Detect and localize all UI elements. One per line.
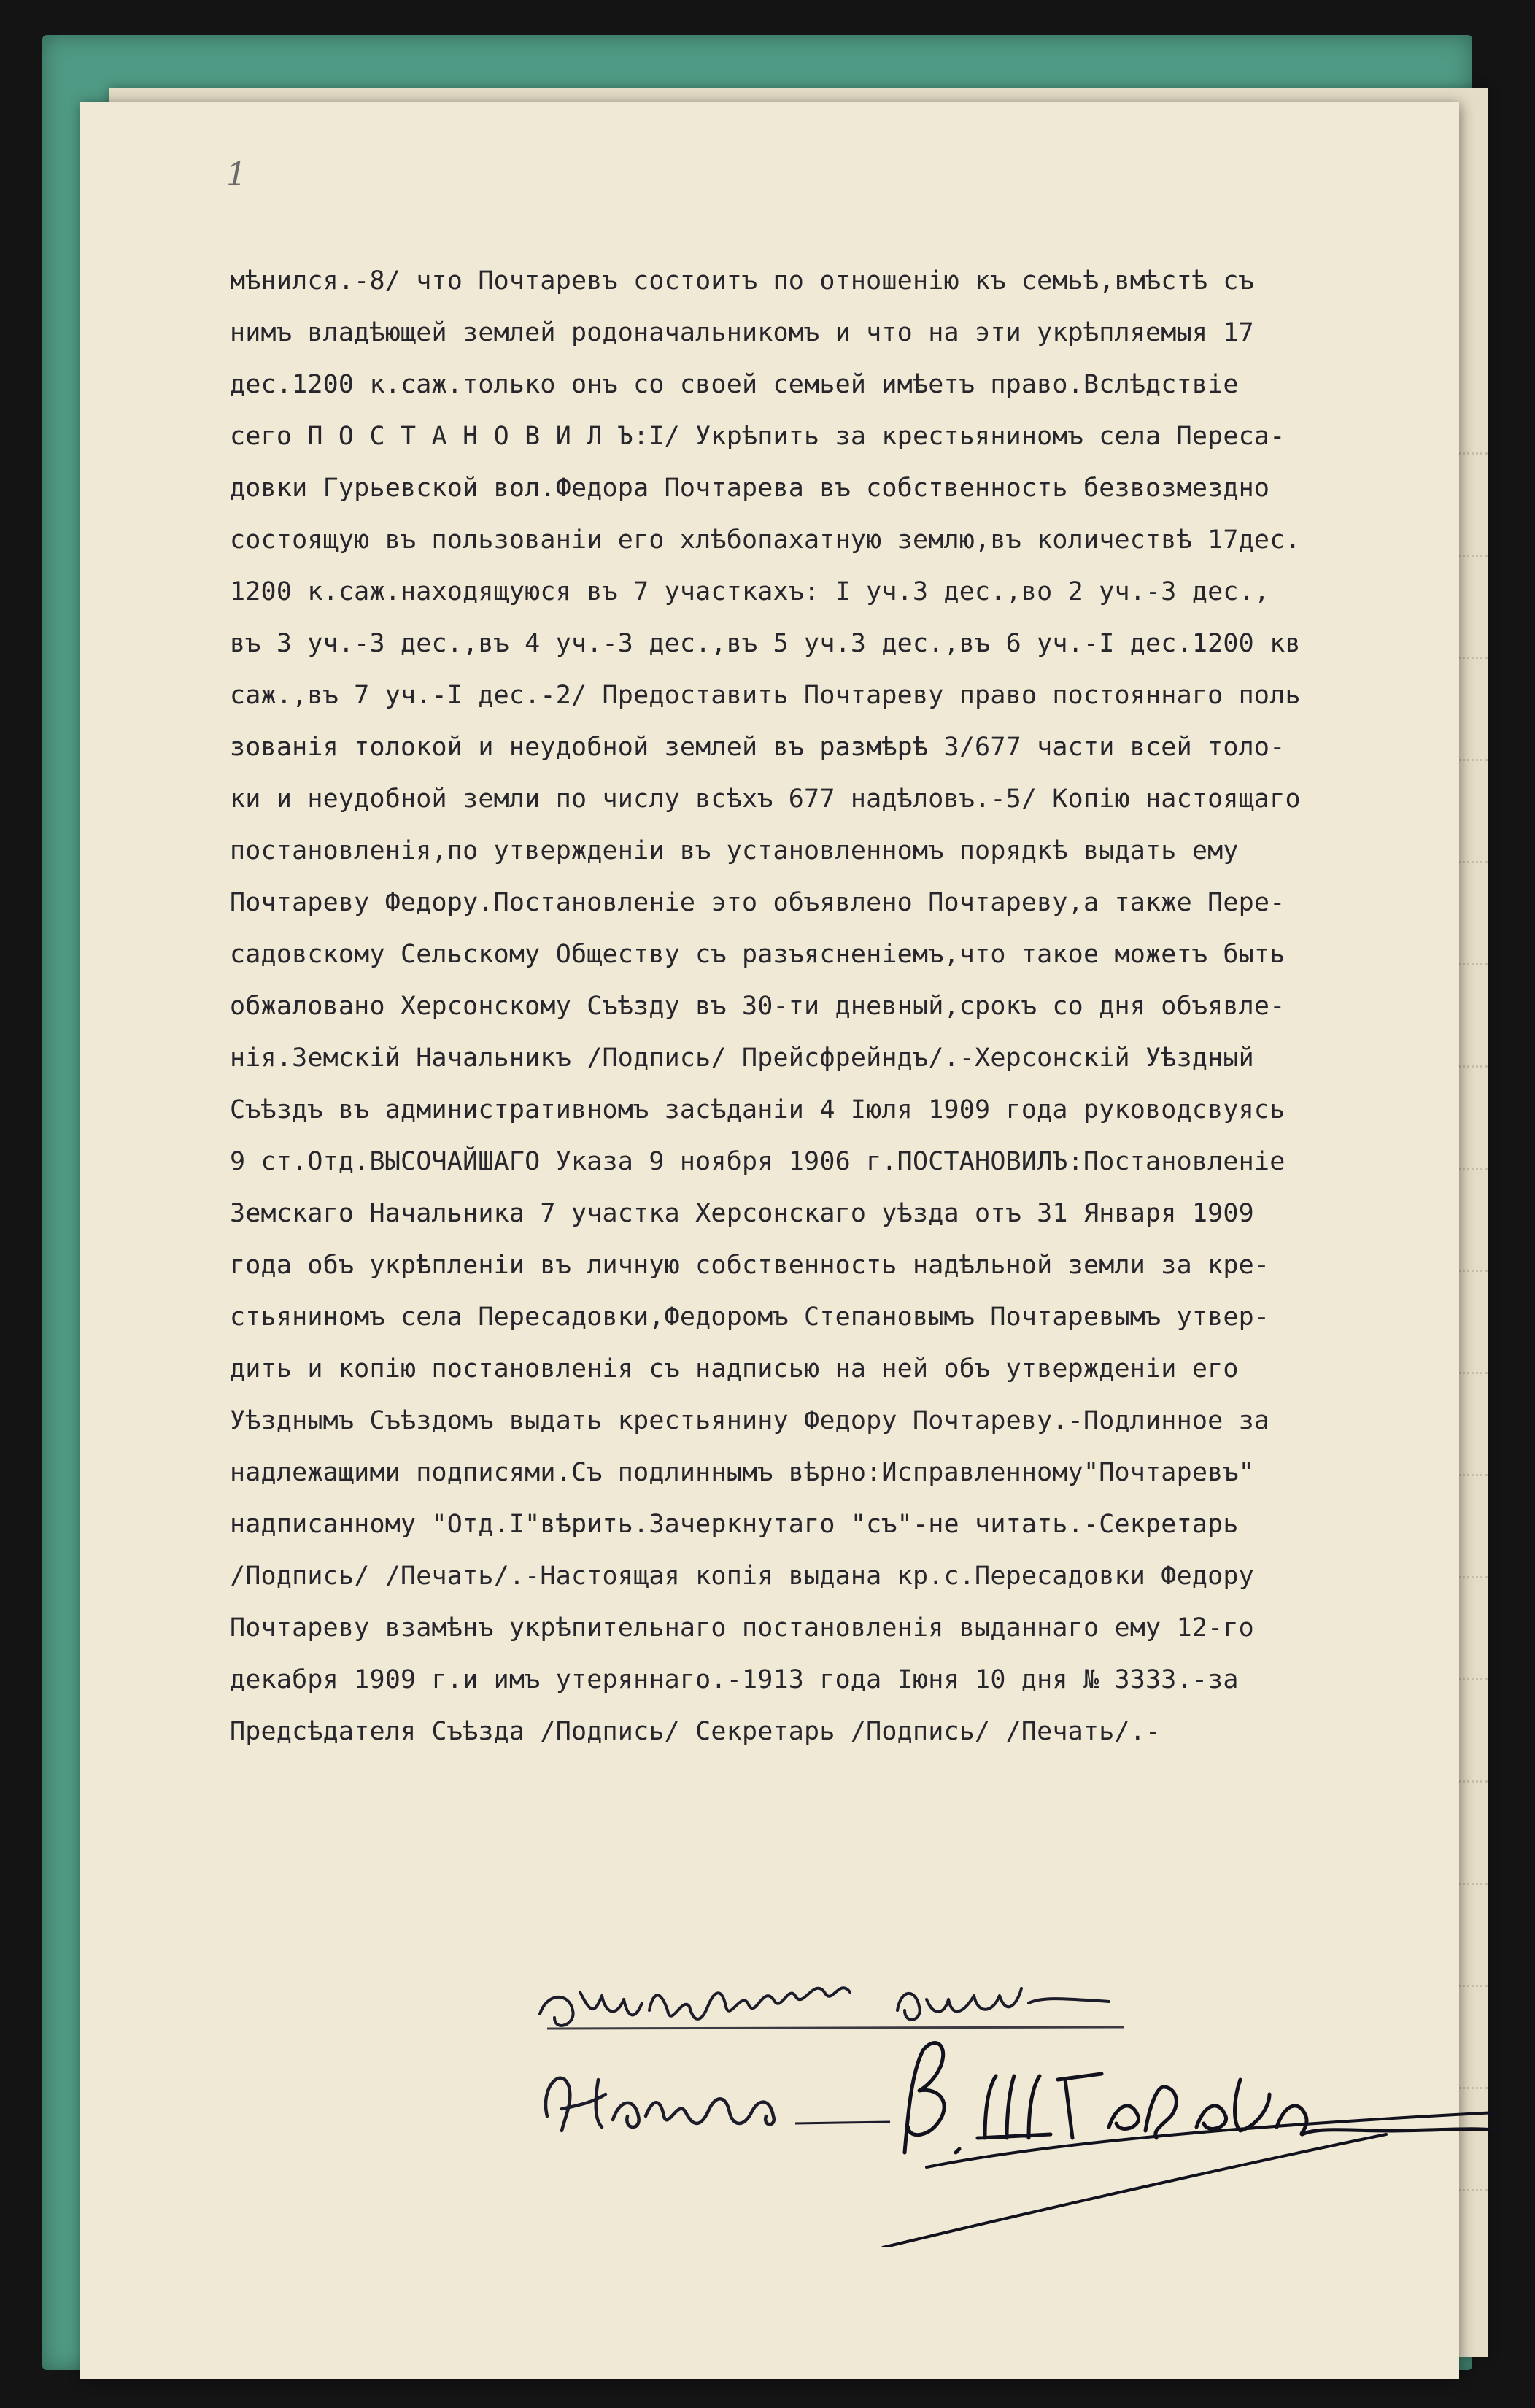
text-line: зованія толокой и неудобной землей въ размѣрѣ 3/677 части всей толо- <box>230 733 1285 762</box>
text-line: обжаловано Херсонскому Съѣзду въ 30-ти дневный,срокъ со дня объявле- <box>230 992 1285 1021</box>
handwritten-notary-title <box>546 2078 774 2131</box>
text-line: 1200 к.саж.находящуюся въ 7 участкахъ: I уч.3 дес.,во 2 уч.-3 дес., <box>230 577 1270 606</box>
text-line: нія.Земскій Начальникъ /Подпись/ Прейсфрейндъ/.-Херсонскій Уѣздный <box>230 1043 1254 1073</box>
text-line: Съѣздъ въ административномъ засѣданіи 4 Іюля 1909 года руководсвуясь <box>230 1095 1285 1124</box>
notary-signature-block <box>518 1941 1510 2247</box>
text-line: декабря 1909 г.и имъ утеряннаго.-1913 года Іюня 10 дня № 3333.-за <box>230 1665 1239 1694</box>
text-line: состоящую въ пользованіи его хлѣбопахатную землю,въ количествѣ 17дес. <box>230 525 1301 555</box>
text-line: Земскаго Начальника 7 участка Херсонскаго уѣзда отъ 31 Января 1909 <box>230 1199 1254 1228</box>
text-line: мѣнился.-8/ что Почтаревъ состоитъ по отношенію къ семьѣ,вмѣстѣ съ <box>230 266 1254 296</box>
text-line: надлежащими подписями.Съ подлиннымъ вѣрно:Исправленному"Почтаревъ" <box>230 1458 1254 1487</box>
text-line: довки Гурьевской вол.Федора Почтарева въ собственность безвозмездно <box>230 474 1270 503</box>
text-line: Почтареву взамѣнъ укрѣпительнаго постановленія выданнаго ему 12-го <box>230 1613 1254 1643</box>
handwritten-signature <box>905 2043 1499 2153</box>
text-line: садовскому Сельскому Обществу съ разъясненіемъ,что такое можетъ быть <box>230 940 1285 969</box>
typewritten-text <box>230 255 1397 1758</box>
text-line: стьяниномъ села Пересадовки,Федоромъ Степановымъ Почтаревымъ утвер- <box>230 1303 1270 1332</box>
text-line: дес.1200 к.саж.только онъ со своей семьей имѣетъ право.Вслѣдствіе <box>230 370 1239 399</box>
text-line: постановленія,по утвержденіи въ установленномъ порядкѣ выдать ему <box>230 836 1239 865</box>
text-line: /Подпись/ /Печать/.-Настоящая копія выдана кр.с.Пересадовки Федору <box>230 1562 1254 1591</box>
text-line: Предсѣдателя Съѣзда /Подпись/ Секретарь /Подпись/ /Печать/.- <box>230 1717 1161 1746</box>
text-line: нимъ владѣющей землей родоначальникомъ и что на эти укрѣпляемыя 17 <box>230 318 1254 347</box>
text-line: надписанному "Отд.I"вѣрить.Зачеркнутаго "съ"-не читать.-Секретарь <box>230 1510 1239 1539</box>
text-line: въ 3 уч.-3 дес.,въ 4 уч.-3 дес.,въ 5 уч.3 дес.,въ 6 уч.-I дес.1200 кв <box>230 629 1301 658</box>
page-mark: 1 <box>226 156 247 193</box>
document-page <box>80 102 1459 2379</box>
text-line: ки и неудобной земли по числу всѣхъ 677 надѣловъ.-5/ Копію настоящаго <box>230 784 1301 814</box>
handwritten-certification <box>540 1988 1109 2026</box>
text-line: года объ укрѣпленіи въ личную собственность надѣльной земли за кре- <box>230 1251 1270 1280</box>
text-line: сего П О С Т А Н О В И Л Ъ:I/ Укрѣпить за крестьяниномъ села Переса- <box>230 422 1285 451</box>
text-line: дить и копію постановленія съ надписью на ней объ утвержденіи его <box>230 1354 1239 1384</box>
text-line: Уѣзднымъ Съѣздомъ выдать крестьянину Федору Почтареву.-Подлинное за <box>230 1406 1270 1435</box>
text-line: Почтареву Федору.Постановленіе это объявлено Почтареву,а также Пере- <box>230 888 1285 917</box>
text-line: саж.,въ 7 уч.-I дес.-2/ Предоставить Почтареву право постояннаго поль <box>230 681 1301 710</box>
text-line: 9 ст.Отд.ВЫСОЧАЙШАГО Указа 9 ноября 1906 г.ПОСТАНОВИЛЪ:Постановленіе <box>230 1147 1285 1176</box>
